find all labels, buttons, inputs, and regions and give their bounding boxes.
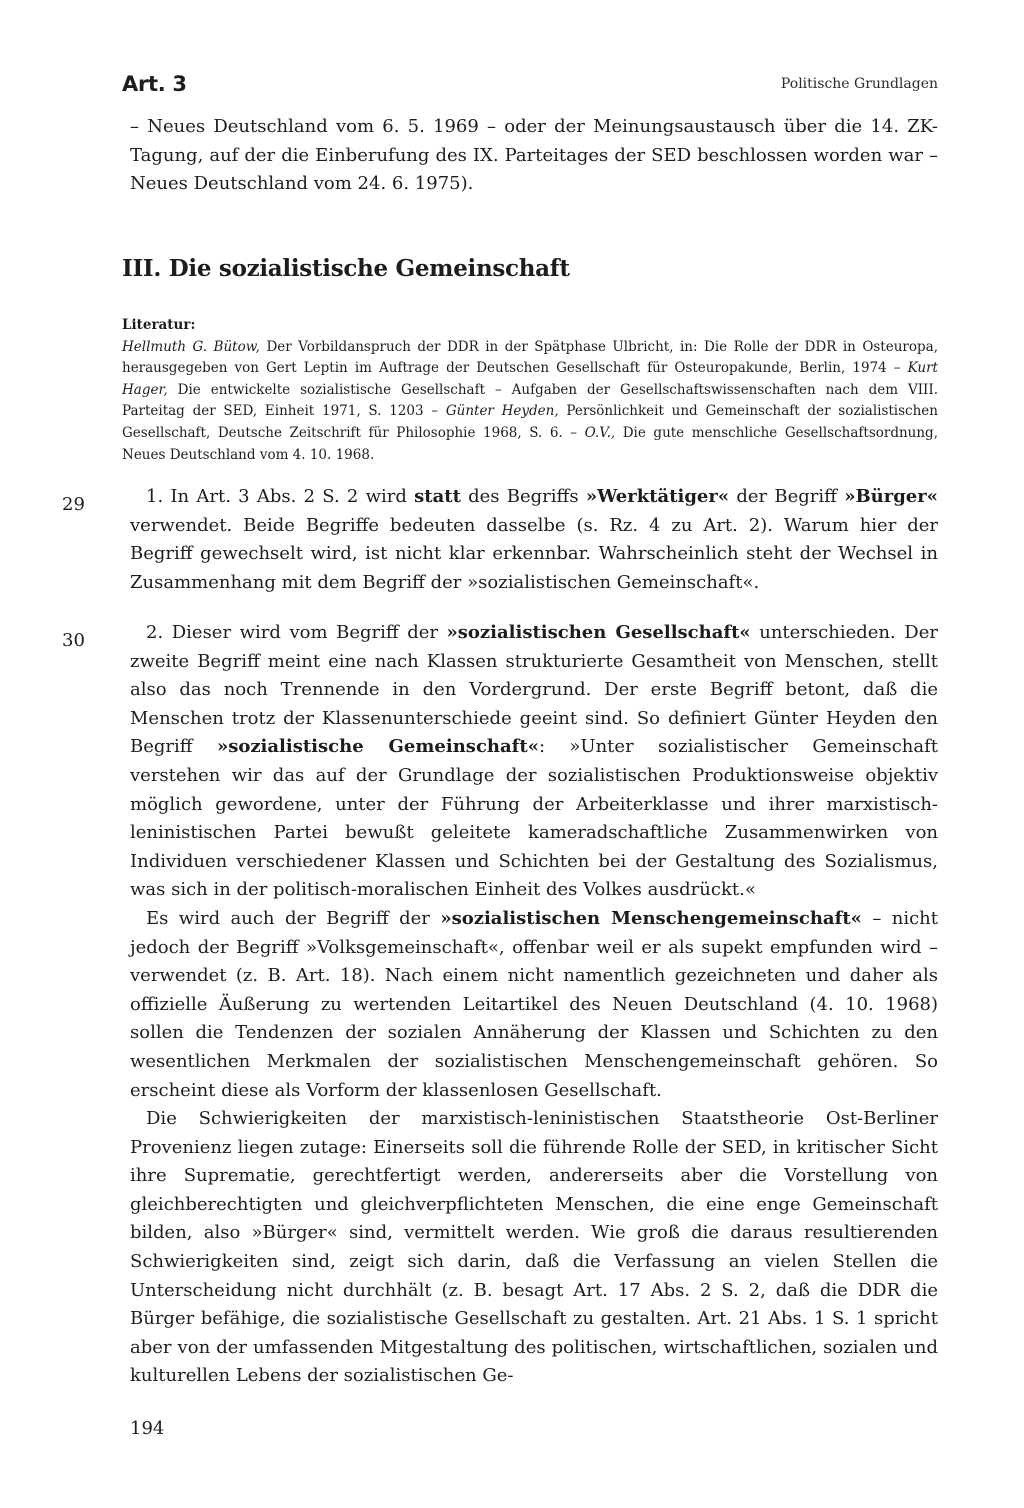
bold-term: »sozialistischen Gesellschaft« — [446, 622, 751, 643]
literature-text: Persönlichkeit und Gemeinschaft der sozialistischen Gesellschaft, Deutsche Zeitschrift für Philosophie 1968, S. 6. – — [122, 403, 938, 441]
section-title: III. Die sozialistische Gemeinschaft — [122, 255, 570, 282]
paragraph-text: des Begriffs — [460, 486, 586, 507]
literature-author: Kurt Hager, — [122, 360, 938, 398]
intro-paragraph-block — [130, 113, 938, 199]
paragraph-text: : »Unter sozialistischer Gemeinschaft verstehen wir das auf der Grundlage der sozialistischen Produktionsweise objektiv möglich gewordene, unter der Führung der Arbeiterklasse und ihrer marxistisch-leninistischen Partei bewußt geleitete kameradschaftliche Zusammenwirken von Individuen verschiedener Klassen und Schichten bei der Gestaltung des Sozialismus, was sich in der politisch-moralischen Einheit des Volkes ausdrückt.« — [130, 736, 939, 901]
paragraph-text: der Begriff — [729, 486, 845, 507]
paragraph-text: verwendet. Beide Begriffe bedeuten dasselbe (s. Rz. 4 zu Art. 2). Warum hier der Begriff gewechselt wird, ist nicht klar erkennbar. Wahrscheinlich steht der Wechsel in Zusammenhang mit dem Begriff der »sozialistischen Gemeinschaft«. — [130, 514, 938, 593]
paragraph-29-block — [130, 483, 938, 597]
literature-author: Günter Heyden, — [445, 403, 559, 420]
running-head-section: Politische Grundlagen — [780, 76, 938, 92]
bold-term: statt — [414, 486, 461, 507]
literature-body — [122, 337, 938, 467]
paragraph-text: unterschieden. Der zweite Begriff meint eine nach Klassen strukturierte Gesamtheit von Menschen, stellt also das noch Trennende in den Vordergrund. Der erste Begriff betont, daß die Menschen trotz der Klassenunterschiede geeint sind. So definiert Günter Heyden den Begriff — [130, 622, 938, 758]
bold-term: »sozialistische Gemeinschaft« — [216, 736, 539, 758]
paragraph-29 — [130, 483, 938, 597]
literature-block — [122, 315, 938, 466]
intro-paragraph: – Neues Deutschland vom 6. 5. 1969 – oder der Meinungsaustausch über die 14. ZK-Tagung, auf der die Einberufung des IX. Parteitages der SED beschlossen worden war – Neues Deutschland vom 24. 6. 1975). — [130, 116, 938, 195]
literature-author: O.V., — [584, 424, 616, 441]
margin-number-29: 29 — [62, 494, 85, 515]
margin-number-30: 30 — [62, 630, 85, 651]
paragraph-text: 1. In Art. 3 Abs. 2 S. 2 wird — [146, 486, 415, 507]
bold-term: »Bürger« — [844, 486, 938, 507]
paragraph-30b — [130, 905, 938, 1105]
literature-text: Der Vorbildanspruch der DDR in der Spätphase Ulbricht, in: Die Rolle der DDR in Osteuropa, herausgegeben von Gert Leptin im Auftrage der Deutschen Gesellschaft für Osteuropakunde, Berlin, 1974 – — [122, 338, 938, 377]
paragraph-30-block — [130, 619, 938, 1391]
running-head-article: Art. 3 — [122, 72, 187, 96]
paragraph-30 — [130, 619, 938, 905]
literature-author: Hellmuth G. Bütow, — [122, 338, 260, 355]
literature-heading: Literatur: — [122, 317, 196, 333]
paragraph-text: Es wird auch der Begriff der — [146, 907, 441, 929]
paragraph-30c: Die Schwierigkeiten der marxistisch-leninistischen Staatstheorie Ost-Berliner Provenienz liegen zutage: Einerseits soll die führende Rolle der SED, in kritischer Sicht ihre Suprematie, gerechtfertigt werden, andererseits aber die Vorstellung von gleichberechtigten und gleichverpflichteten Menschen, die eine enge Gemeinschaft bilden, also »Bürger« sind, vermittelt werden. Wie groß die daraus resultierenden Schwierigkeiten sind, zeigt sich darin, daß die Verfassung an vielen Stellen die Unterscheidung nicht durchhält (z. B. besagt Art. 17 Abs. 2 S. 2, daß die DDR die Bürger befähige, die sozialistische Gesellschaft zu gestalten. Art. 21 Abs. 1 S. 1 spricht aber von der umfassenden Mitgestaltung des politischen, wirtschaftlichen, sozialen und kulturellen Lebens der sozialistischen Ge- — [130, 1108, 938, 1387]
page-number: 194 — [130, 1418, 165, 1439]
bold-term: »sozialistischen Menschengemeinschaft« — [440, 907, 862, 929]
bold-term: »Werktätiger« — [585, 486, 730, 507]
paragraph-text: – nicht jedoch der Begriff »Volksgemeinschaft«, offenbar weil er als supekt empfunden wird – verwendet (z. B. Art. 18). Nach einem nicht namentlich gezeichneten und daher als offizielle Äußerung zu wertenden Leitartikel des Neuen Deutschland (4. 10. 1968) sollen die Tendenzen der sozialen Annäherung der Klassen und Schichten zu den wesentlichen Merkmalen der sozialistischen Menschengemeinschaft gehören. So erscheint diese als Vorform der klassenlosen Gesellschaft. — [130, 907, 938, 1101]
literature-text: Die gute menschliche Gesellschaftsordnung, Neues Deutschland vom 4. 10. 1968. — [122, 424, 938, 463]
literature-text: Die entwickelte sozialistische Gesellschaft – Aufgaben der Gesellschaftswissenschaften nach dem VIII. Parteitag der SED, Einheit 1971, S. 1203 – — [122, 381, 938, 420]
paragraph-text: 2. Dieser wird vom Begriff der — [146, 622, 447, 643]
